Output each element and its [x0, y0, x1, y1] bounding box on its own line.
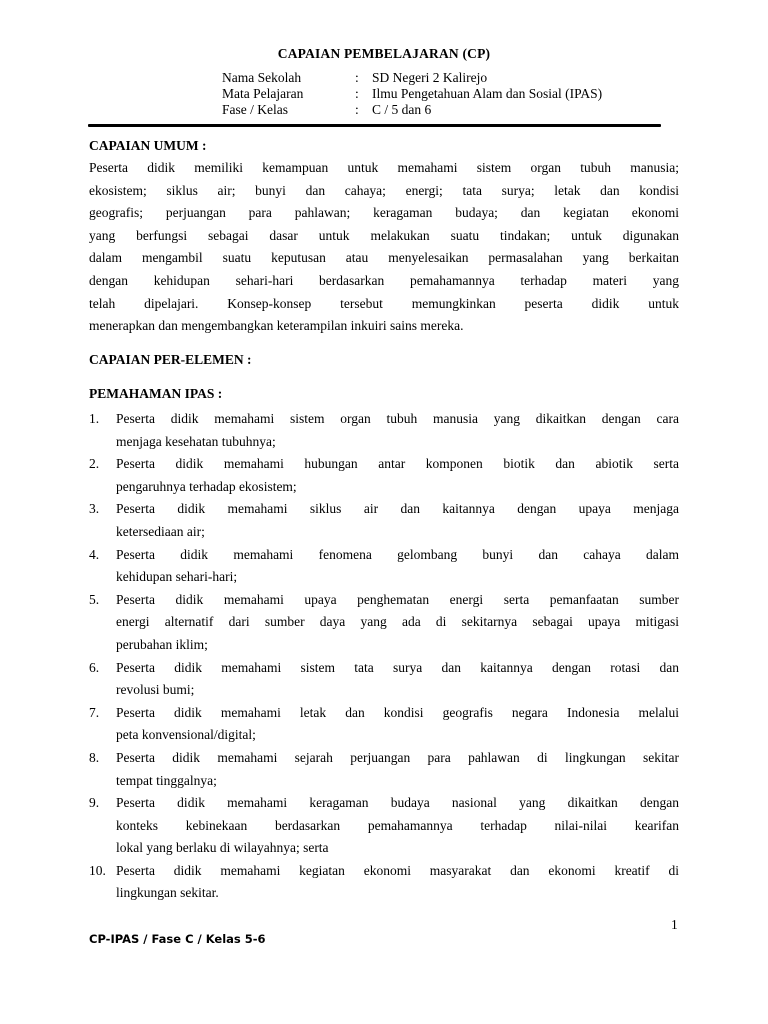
list-line: Peserta didik memahami kegiatan ekonomi masyarakat dan ekonomi kreatif di — [116, 862, 679, 878]
list-number: 1. — [89, 411, 100, 426]
paragraph-line: yang berfungsi sebagai dasar untuk melakukan suatu tindakan; untuk digunakan — [89, 227, 679, 243]
list-line: Peserta didik memahami upaya penghematan energi serta pemanfaatan sumber — [116, 591, 679, 607]
list-item-text — [116, 589, 679, 657]
list-line: tempat tinggalnya; — [116, 772, 217, 788]
list-item — [89, 544, 679, 589]
list-number: 4. — [89, 546, 100, 562]
list-number: 6. — [89, 659, 100, 675]
paragraph-line: dalam mengambil suatu keputusan atau menyelesaikan permasalahan yang berkaitan — [89, 250, 679, 266]
list-line: energi alternatif dari sumber daya yang ada di sekitarnya sebagai upaya mitigasi — [116, 614, 679, 630]
list-line: kehidupan sehari-hari; — [116, 569, 238, 585]
list-item — [89, 792, 679, 860]
paragraph-line: Peserta didik memiliki kemampuan untuk memahami sistem organ tubuh manusia; — [89, 160, 679, 175]
capaian-umum-paragraph — [89, 157, 679, 338]
list-item — [89, 498, 679, 543]
info-value: SD Negeri 2 Kalirejo — [372, 70, 488, 85]
list-line: Peserta didik memahami sistem organ tubuh manusia yang dikaitkan dengan cara — [116, 411, 679, 426]
list-item-text — [116, 657, 679, 702]
info-separator: : — [355, 70, 359, 85]
list-item-text — [116, 702, 679, 747]
info-separator: : — [355, 102, 359, 117]
list-item-text — [116, 544, 679, 589]
list-item — [89, 453, 679, 498]
list-line: Peserta didik memahami sejarah perjuangan para pahlawan di lingkungan sekitar — [116, 749, 679, 765]
list-item-text — [116, 498, 679, 543]
list-item — [89, 589, 679, 657]
info-value: Ilmu Pengetahuan Alam dan Sosial (IPAS) — [372, 86, 603, 101]
list-item-text — [116, 792, 679, 860]
info-row-subject — [222, 86, 602, 102]
list-line: perubahan iklim; — [116, 636, 208, 652]
list-line: menjaga kesehatan tubuhnya; — [116, 433, 276, 449]
list-line: Peserta didik memahami letak dan kondisi geografis negara Indonesia melalui — [116, 704, 679, 720]
paragraph-line: dengan kehidupan sehari-hari berdasarkan pemahamannya terhadap materi yang — [89, 272, 679, 288]
list-number: 8. — [89, 749, 100, 765]
list-line: pengaruhnya terhadap ekosistem; — [116, 478, 297, 494]
list-item — [89, 408, 679, 453]
capaian-umum-heading: CAPAIAN UMUM : — [89, 138, 207, 153]
list-item-text — [116, 747, 679, 792]
info-label: Fase / Kelas — [222, 102, 288, 117]
info-value: C / 5 dan 6 — [372, 102, 432, 117]
document-title: CAPAIAN PEMBELAJARAN (CP) — [277, 46, 491, 61]
list-line: peta konvensional/digital; — [116, 727, 256, 743]
pemahaman-heading: PEMAHAMAN IPAS : — [89, 386, 223, 401]
school-info-table — [222, 70, 602, 118]
list-item-text — [116, 860, 679, 905]
list-number: 5. — [89, 591, 100, 607]
header-divider — [88, 124, 661, 127]
list-line: Peserta didik memahami sistem tata surya dan kaitannya dengan rotasi dan — [116, 659, 679, 675]
list-number: 10. — [89, 862, 106, 878]
list-item — [89, 860, 679, 905]
list-line: konteks kebinekaan berdasarkan pemahamannya terhadap nilai-nilai kearifan — [116, 817, 679, 833]
list-item — [89, 747, 679, 792]
list-line: revolusi bumi; — [116, 682, 195, 698]
list-line: ketersediaan air; — [116, 523, 205, 539]
info-row-phase — [222, 102, 602, 118]
list-line: lokal yang berlaku di wilayahnya; serta — [116, 840, 329, 856]
list-number: 7. — [89, 704, 100, 720]
list-line: Peserta didik memahami fenomena gelombang bunyi dan cahaya dalam — [116, 546, 679, 562]
list-line: lingkungan sekitar. — [116, 885, 219, 901]
page-footer: CP-IPAS / Fase C / Kelas 5-6 — [89, 932, 266, 946]
list-line: Peserta didik memahami hubungan antar komponen biotik dan abiotik serta — [116, 456, 679, 472]
list-number: 3. — [89, 501, 100, 517]
pemahaman-list — [89, 408, 679, 905]
paragraph-line: telah dipelajari. Konsep-konsep tersebut memungkinkan peserta didik untuk — [89, 295, 679, 311]
info-label: Nama Sekolah — [222, 70, 302, 85]
info-label: Mata Pelajaran — [222, 86, 304, 101]
paragraph-line: menerapkan dan mengembangkan keterampilan inkuiri sains mereka. — [89, 318, 464, 334]
info-separator: : — [355, 86, 359, 101]
list-item — [89, 702, 679, 747]
list-item-text — [116, 453, 679, 498]
list-line: Peserta didik memahami siklus air dan kaitannya dengan upaya menjaga — [116, 501, 679, 517]
list-number: 9. — [89, 795, 100, 811]
list-line: Peserta didik memahami keragaman budaya nasional yang dikaitkan dengan — [116, 795, 679, 811]
list-number: 2. — [89, 456, 100, 472]
paragraph-line: ekosistem; siklus air; bunyi dan cahaya; energi; tata surya; letak dan kondisi — [89, 182, 679, 198]
page-number: 1 — [671, 917, 678, 932]
list-item-text — [116, 408, 679, 453]
list-item — [89, 657, 679, 702]
info-row-school — [222, 70, 602, 86]
paragraph-line: geografis; perjuangan para pahlawan; keragaman budaya; dan kegiatan ekonomi — [89, 205, 679, 221]
per-elemen-heading: CAPAIAN PER-ELEMEN : — [89, 352, 252, 367]
